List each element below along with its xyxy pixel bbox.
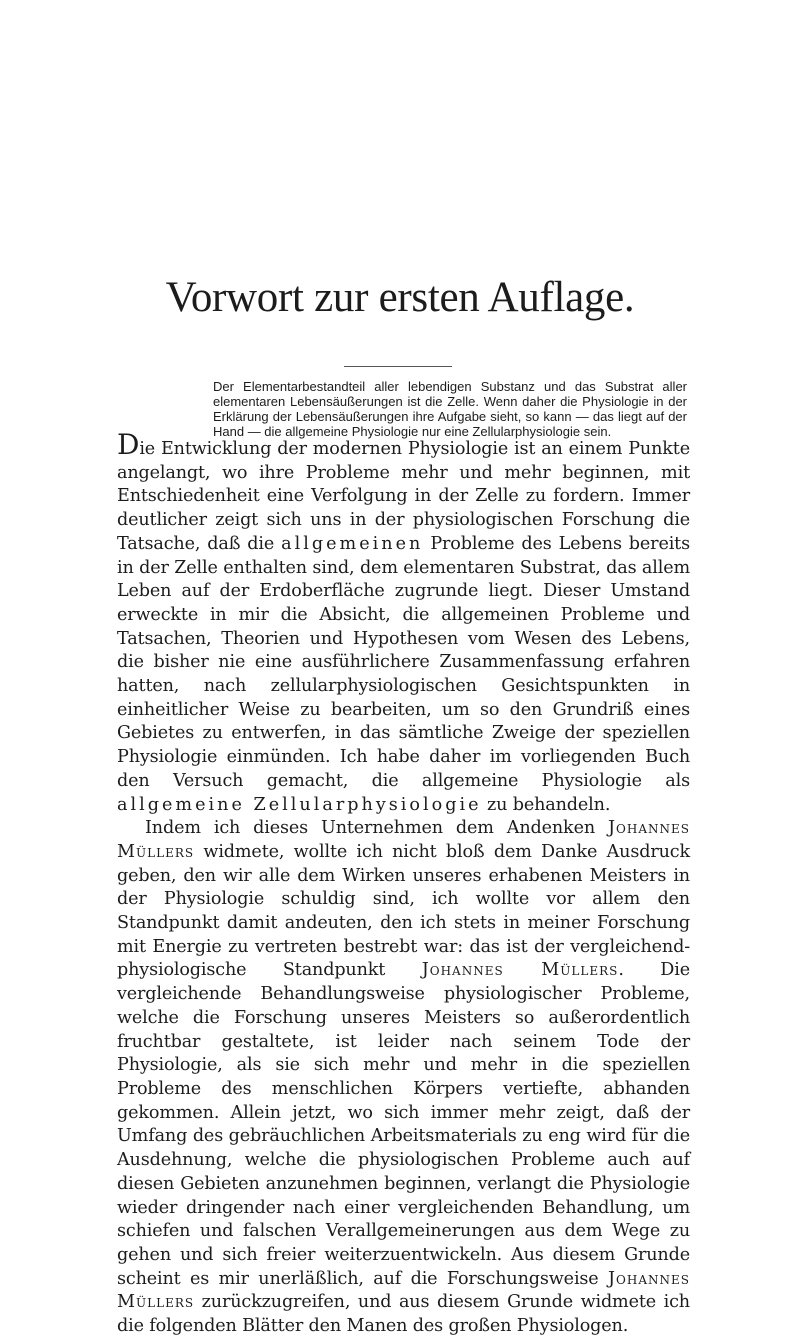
title-divider bbox=[344, 366, 452, 367]
text-segment: zurückzugreifen, und aus diesem Grunde widmete ich die folgenden Blätter den Manen des großen Physiologen. bbox=[117, 1292, 690, 1337]
text-segment: Probleme des Lebens bereits in der Zelle enthalten sind, dem elementaren Substrat, das allem Leben auf der Erdoberfläche zugrunde liegt. Dieser Umstand erweckte in mir die Absicht, die allgemeinen Probleme und Tatsachen, Theorien und Hypothesen vom Wesen des Lebens, die bisher nie eine ausführlichere Zusammenfassung erfahren hatten, nach zellularphysiologischen Gesichtspunkten in einheitlicher Weise zu bearbeiten, um so den Grundriß eines Gebietes zu entwerfen, in das sämtliche Zweige der speziellen Physiologie einmünden. Ich habe daher im vorliegenden Buch den Versuch gemacht, die allgemeine Physiologie als bbox=[117, 533, 690, 791]
paragraph-1 bbox=[117, 428, 690, 817]
name-johannes-muellers: Johannes Müllers bbox=[117, 818, 690, 862]
name-johannes-muellers: Johannes Müllers bbox=[421, 960, 619, 981]
emphasis-allgemeinen: allgemeinen bbox=[281, 533, 424, 554]
text-segment: . Die vergleichende Behandlungsweise physiologischer Probleme, welche die Forschung unseres Meisters so außerordentlich fruchtbar gestaltete, ist leider nach seinem Tode der Physiologie, als sie sich mehr und mehr in die speziellen Probleme des menschlichen Körpers vertiefte, abhanden gekommen. Allein jetzt, wo sich immer mehr zeigt, daß der Umfang des gebräuchlichen Arbeitsmaterials zu eng wird für die Ausdehnung, welche die physiologischen Probleme auch auf diesen Gebieten anzunehmen beginnen, verlangt die Physiologie wieder dringender nach einer vergleichenden Behandlung, um schiefen und falschen Verallgemeinerungen aus dem Wege zu gehen und sich freier weiterzuentwickeln. Aus diesem Grunde scheint es mir unerläßlich, auf die Forschungsweise bbox=[117, 960, 690, 1289]
text-segment: zu behandeln. bbox=[481, 794, 611, 815]
text-segment: widmete, wollte ich nicht bloß dem Danke Ausdruck geben, den wir alle dem Wirken unseres erhabenen Meisters in der Physiologie schuldig sind, ich wollte vor allem den Standpunkt damit andeuten, den ich stets in meiner Forschung mit Energie zu vertreten bestrebt war: das ist der vergleichend-physiologische Standpunkt bbox=[117, 841, 690, 981]
drop-cap: D bbox=[117, 428, 140, 461]
body-text bbox=[117, 428, 690, 1339]
name-johannes-muellers: Johannes Müllers bbox=[117, 1268, 690, 1313]
text-segment: ie Entwicklung der modernen Physiologie ist an einem Punkte angelangt, wo ihre Probleme mehr und mehr beginnen, mit Entschiedenheit eine Verfolgung in der Zelle zu fordern. Immer deutlicher zeigt sich uns in der physiologischen Forschung die Tatsache, daß die bbox=[117, 439, 690, 554]
emphasis-zellularphysiologie: allgemeine Zellularphysiologie bbox=[117, 794, 482, 815]
page-title: Vorwort zur ersten Auflage. bbox=[165, 274, 635, 321]
text-segment: Indem ich dieses Unternehmen dem Andenken bbox=[145, 818, 608, 839]
paragraph-2 bbox=[117, 817, 690, 1338]
epigraph: Der Elementarbestandteil aller lebendigen Substanz und das Substrat aller elementaren Lebensäußerungen ist die Zelle. Wenn daher die Physiologie in der Erklärung der Lebensäußerungen ihre Aufgabe sieht, so kann — das liegt auf der Hand — die allgemeine Physiologie nur eine Zellularphysiologie sein. bbox=[213, 379, 687, 439]
